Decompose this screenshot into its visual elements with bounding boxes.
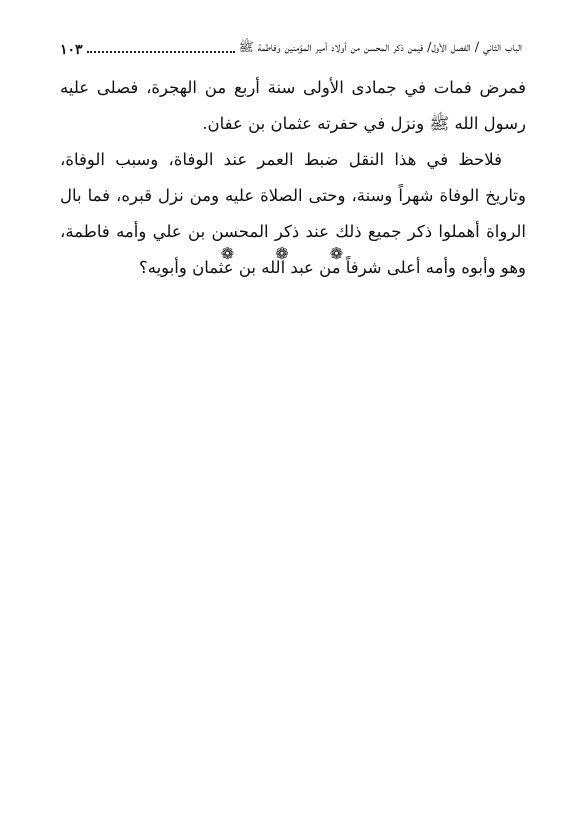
paragraph: فلاحظ في هذا النقل ضبط العمر عند الوفاة، وسبب الوفاة، وتاريخ الوفاة شهراً وسنة، وحتى الصلاة عليه ومن نزل قبره، فما بال الرواة أهملوا ذكر جميع ذلك عند ذكر المحسن بن علي وأمه فاطمة، وهو وأبوه وأمه أعلى شرفاً من عبد الله بن عثمان وأبويه؟ — [60, 150, 526, 277]
flower-ornament-icon: ❁ — [275, 244, 303, 263]
header-title: الباب الثاني / الفصل الأول/ فيمن ذكر المحسن من أولاد أمير المؤمنين وفاطمة ﷺ — [238, 39, 522, 54]
flower-ornament-icon: ❁ — [329, 244, 358, 263]
page-number: ١٠٣ — [60, 42, 83, 58]
section-divider-ornaments — [0, 244, 578, 263]
paragraph: فمرض فمات في جمادى الأولى سنة أربع من الهجرة، فصلى عليه رسول الله ﷺ ونزل في حفرته عثمان بن عفان. — [60, 78, 526, 133]
running-header — [60, 36, 522, 58]
header-dotted-leader — [87, 51, 235, 53]
flower-ornament-icon: ❁ — [220, 244, 249, 263]
